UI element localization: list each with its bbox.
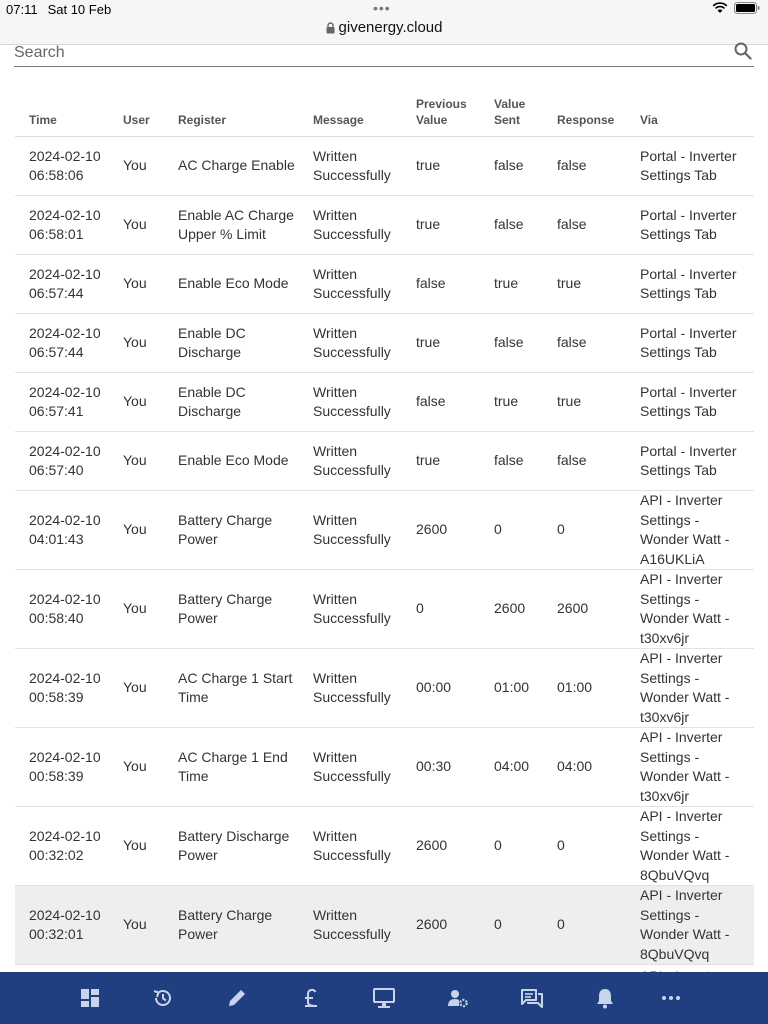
cell-response: 0	[543, 491, 626, 570]
cell-response: true	[543, 373, 626, 432]
cell-time: 2024-02-10 00:58:39	[15, 728, 109, 807]
cell-message: Written Successfully	[299, 570, 402, 649]
pound-icon	[302, 987, 320, 1009]
cell-register: Battery Charge Power	[164, 886, 299, 965]
cell-value-sent: 2600	[480, 570, 543, 649]
header-register[interactable]: Register	[164, 96, 299, 137]
cell-previous-value: 2600	[402, 807, 480, 886]
header-response[interactable]: Response	[543, 96, 626, 137]
cell-previous-value: false	[402, 255, 480, 314]
edit-icon	[227, 988, 247, 1008]
cell-user: You	[109, 373, 164, 432]
cell-user: You	[109, 649, 164, 728]
table-row[interactable]	[15, 432, 754, 491]
cell-register: Enable DC Discharge	[164, 314, 299, 373]
cell-value-sent: false	[480, 432, 543, 491]
battery-icon	[734, 2, 760, 14]
history-icon	[152, 987, 174, 1009]
cell-previous-value: false	[402, 373, 480, 432]
cell-user: You	[109, 196, 164, 255]
lock-icon	[326, 22, 335, 34]
cell-previous-value: true	[402, 196, 480, 255]
cell-value-sent: 01:00	[480, 649, 543, 728]
more-icon	[660, 995, 682, 1001]
cell-message: Written Successfully	[299, 373, 402, 432]
cell-via: API - Inverter Settings - Wonder Watt - t30xv6jr	[626, 728, 754, 807]
table-body	[15, 137, 754, 977]
cell-via: Portal - Inverter Settings Tab	[626, 137, 754, 196]
cell-message: Written Successfully	[299, 432, 402, 491]
nav-more-button[interactable]	[659, 986, 683, 1010]
cell-response: 0	[543, 807, 626, 886]
cell-previous-value: 0	[402, 570, 480, 649]
cell-response: 0	[543, 886, 626, 965]
table-row[interactable]	[15, 314, 754, 373]
audit-log-table	[15, 96, 754, 976]
cell-response: 01:00	[543, 649, 626, 728]
cell-message: Written Successfully	[299, 196, 402, 255]
cell-value-sent: 0	[480, 886, 543, 965]
nav-edit-button[interactable]	[225, 986, 249, 1010]
cell-previous-value: 2600	[402, 886, 480, 965]
cell-register: Battery Discharge Power	[164, 807, 299, 886]
nav-finance-button[interactable]	[299, 986, 323, 1010]
cell-time: 2024-02-10 00:32:02	[15, 807, 109, 886]
cell-time: 2024-02-10 06:57:44	[15, 255, 109, 314]
cell-value-sent: 0	[480, 491, 543, 570]
table-row[interactable]	[15, 255, 754, 314]
cell-via: Portal - Inverter Settings Tab	[626, 432, 754, 491]
cell-via: Portal - Inverter Settings Tab	[626, 373, 754, 432]
cell-value-sent: true	[480, 373, 543, 432]
monitor-icon	[372, 987, 396, 1009]
header-message[interactable]: Message	[299, 96, 402, 137]
cell-via: API - Inverter Settings - Wonder Watt - 8QbuVQvq	[626, 807, 754, 886]
cell-register: AC Charge Enable	[164, 137, 299, 196]
cell-value-sent: true	[480, 255, 543, 314]
cell-via: API - Inverter Settings - Wonder Watt - 8QbuVQvq	[626, 886, 754, 965]
cell-via: Portal - Inverter Settings Tab	[626, 255, 754, 314]
search-input[interactable]	[14, 42, 714, 64]
cell-message: Written Successfully	[299, 807, 402, 886]
cell-response: 04:00	[543, 728, 626, 807]
cell-previous-value: 2600	[402, 491, 480, 570]
cell-response: 2600	[543, 570, 626, 649]
cell-response: false	[543, 196, 626, 255]
nav-notifications-button[interactable]	[593, 986, 617, 1010]
cell-user: You	[109, 432, 164, 491]
table-row[interactable]	[15, 807, 754, 886]
header-time[interactable]: Time	[15, 96, 109, 137]
cell-message: Written Successfully	[299, 728, 402, 807]
header-user[interactable]: User	[109, 96, 164, 137]
cell-user: You	[109, 314, 164, 373]
cell-time: 2024-02-10 06:58:01	[15, 196, 109, 255]
cell-via: API - Inverter Settings - Wonder Watt - t30xv6jr	[626, 649, 754, 728]
dashboard-icon	[80, 988, 100, 1008]
cell-time: 2024-02-10 00:32:01	[15, 886, 109, 965]
cell-user: You	[109, 807, 164, 886]
status-time-date	[6, 2, 121, 17]
tab-dots-icon[interactable]: •••	[373, 0, 391, 16]
cell-value-sent: false	[480, 314, 543, 373]
url-text: givenergy.cloud	[338, 19, 443, 36]
cell-previous-value: true	[402, 137, 480, 196]
cell-message: Written Successfully	[299, 649, 402, 728]
cell-message: Written Successfully	[299, 491, 402, 570]
cell-time: 2024-02-10 06:57:40	[15, 432, 109, 491]
cell-time: 2024-02-10 04:01:43	[15, 491, 109, 570]
cell-message: Written Successfully	[299, 314, 402, 373]
cell-response: true	[543, 255, 626, 314]
search-icon[interactable]	[734, 42, 752, 60]
cell-previous-value: true	[402, 314, 480, 373]
table-row[interactable]	[15, 491, 754, 570]
table-row[interactable]	[15, 196, 754, 255]
cell-previous-value: 00:30	[402, 728, 480, 807]
header-via[interactable]: Via	[626, 96, 754, 137]
table-header-row	[15, 96, 754, 137]
cell-value-sent: false	[480, 196, 543, 255]
table-row[interactable]	[15, 649, 754, 728]
status-date: Sat 10 Feb	[47, 2, 112, 17]
table-row[interactable]	[15, 137, 754, 196]
cell-response: false	[543, 137, 626, 196]
cell-via: API - Inverter Settings - Wonder Watt - A16UKLiA	[626, 491, 754, 570]
cell-message: Written Successfully	[299, 886, 402, 965]
status-indicators	[712, 2, 760, 14]
cell-register: AC Charge 1 End Time	[164, 728, 299, 807]
nav-account-settings-button[interactable]	[446, 986, 470, 1010]
cell-user: You	[109, 886, 164, 965]
cell-value-sent: 04:00	[480, 728, 543, 807]
cell-time: 2024-02-10 06:58:06	[15, 137, 109, 196]
cell-via: API - Inverter Settings - Wonder Watt - t30xv6jr	[626, 570, 754, 649]
cell-user: You	[109, 491, 164, 570]
cell-user: You	[109, 255, 164, 314]
nav-history-button[interactable]	[151, 986, 175, 1010]
nav-dashboard-button[interactable]	[78, 986, 102, 1010]
cell-response: false	[543, 432, 626, 491]
cell-register: AC Charge 1 Start Time	[164, 649, 299, 728]
table-row[interactable]	[15, 373, 754, 432]
cell-register: Enable DC Discharge	[164, 373, 299, 432]
wifi-icon	[712, 2, 728, 14]
cell-register: Enable Eco Mode	[164, 432, 299, 491]
cell-previous-value: 00:00	[402, 649, 480, 728]
cell-message: Written Successfully	[299, 137, 402, 196]
header-value-sent[interactable]: Value Sent	[480, 96, 543, 137]
cell-register: Battery Charge Power	[164, 491, 299, 570]
nav-monitor-button[interactable]	[372, 986, 396, 1010]
cell-user: You	[109, 137, 164, 196]
status-time: 07:11	[6, 2, 38, 17]
cell-previous-value: true	[402, 432, 480, 491]
cell-value-sent: 0	[480, 807, 543, 886]
cell-register: Battery Charge Power	[164, 570, 299, 649]
user-settings-icon	[447, 988, 469, 1008]
cell-time: 2024-02-10 06:57:41	[15, 373, 109, 432]
cell-user: You	[109, 570, 164, 649]
table-row[interactable]	[15, 886, 754, 965]
header-previous-value[interactable]: Previous Value	[402, 96, 480, 137]
cell-message: Written Successfully	[299, 255, 402, 314]
status-bar	[0, 0, 768, 45]
cell-via: Portal - Inverter Settings Tab	[626, 314, 754, 373]
cell-time: 2024-02-10 00:58:39	[15, 649, 109, 728]
cell-time: 2024-02-10 06:57:44	[15, 314, 109, 373]
cell-time: 2024-02-10 00:58:40	[15, 570, 109, 649]
cell-register: Enable Eco Mode	[164, 255, 299, 314]
cell-register: Enable AC Charge Upper % Limit	[164, 196, 299, 255]
nav-messages-button[interactable]	[520, 986, 544, 1010]
chat-icon	[521, 988, 543, 1008]
cell-user: You	[109, 728, 164, 807]
search-bar	[14, 42, 754, 67]
bell-icon	[595, 987, 615, 1009]
table-row[interactable]	[15, 728, 754, 807]
cell-response: false	[543, 314, 626, 373]
cell-value-sent: false	[480, 137, 543, 196]
cell-via: Portal - Inverter Settings Tab	[626, 196, 754, 255]
address-bar[interactable]	[0, 19, 768, 36]
bottom-nav	[0, 972, 768, 1024]
table-row[interactable]	[15, 570, 754, 649]
